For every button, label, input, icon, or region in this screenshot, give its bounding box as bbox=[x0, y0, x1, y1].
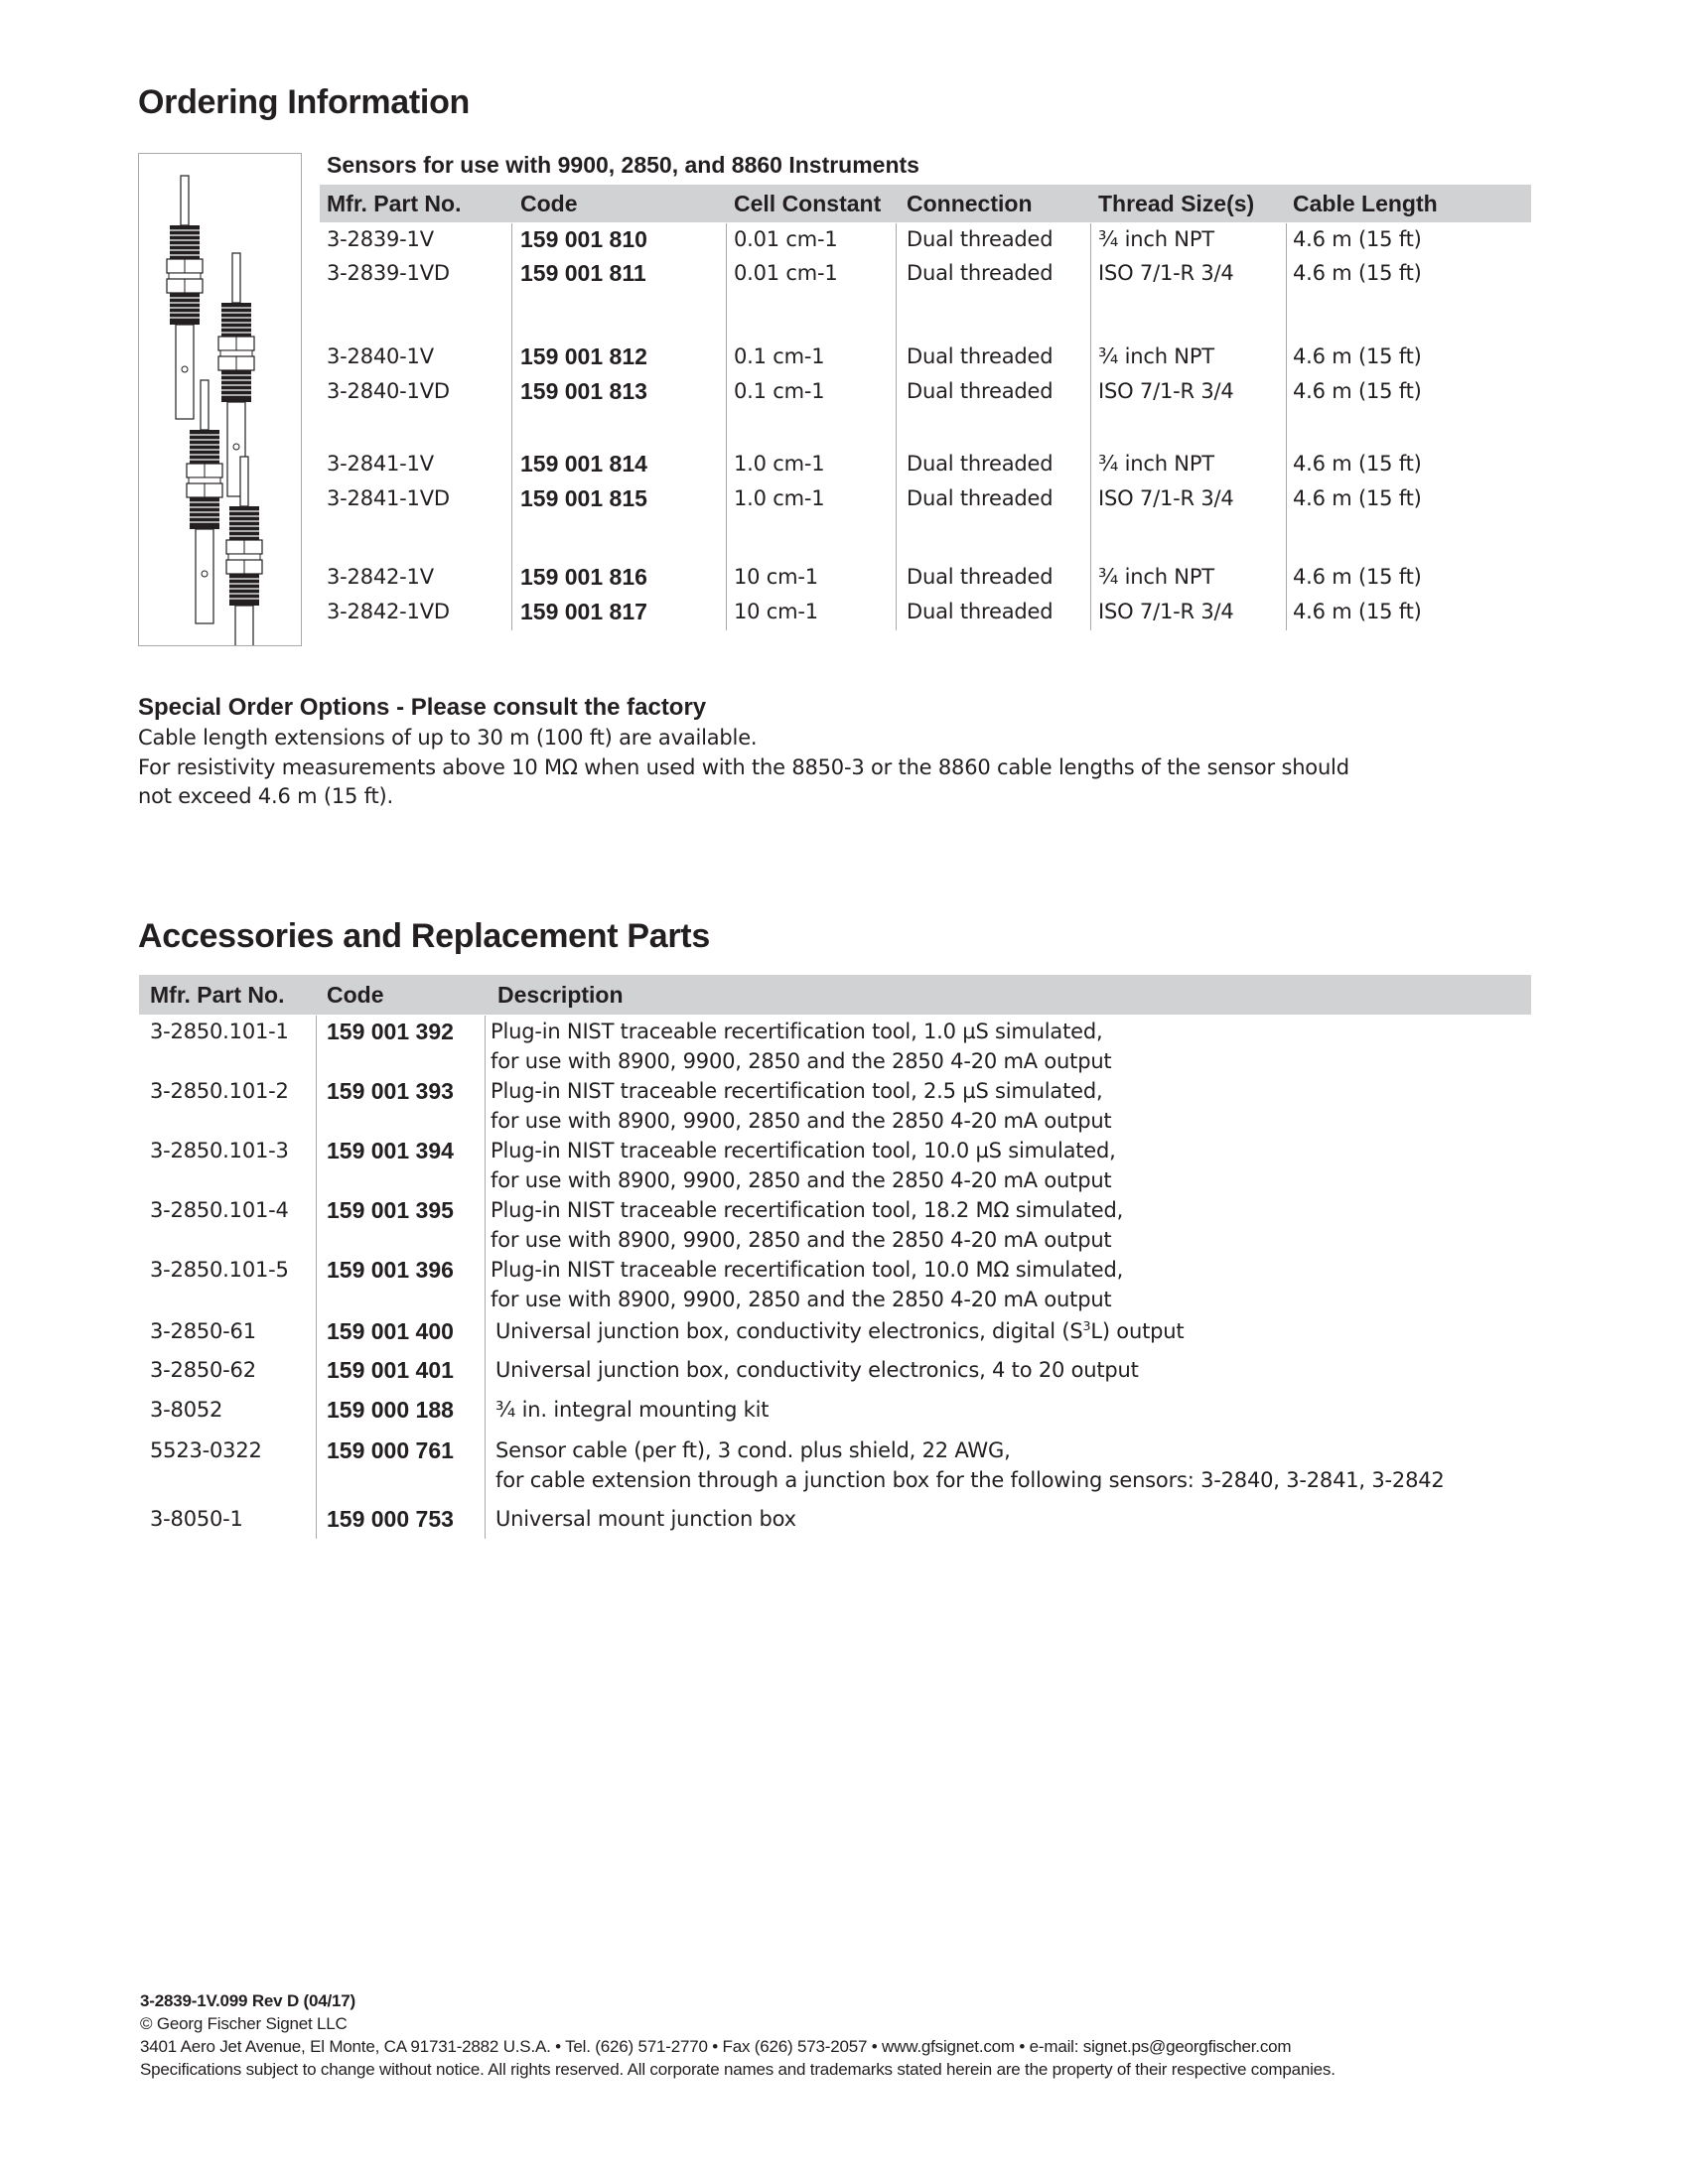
description-cont: for use with 8900, 9900, 2850 and the 2850 4-20 mA output bbox=[491, 1288, 1112, 1311]
part-number: 3-2850.101-5 bbox=[150, 1258, 289, 1282]
col-header-part: Mfr. Part No. bbox=[150, 982, 285, 1008]
code: 159 001 813 bbox=[520, 378, 647, 404]
part-number: 5523-0322 bbox=[150, 1438, 262, 1462]
column-divider bbox=[726, 223, 727, 630]
column-divider bbox=[896, 223, 897, 630]
connection: Dual threaded bbox=[907, 227, 1054, 251]
accessories-title: Accessories and Replacement Parts bbox=[138, 917, 710, 955]
code: 159 001 393 bbox=[327, 1078, 454, 1104]
part-number: 3-2850-62 bbox=[150, 1358, 256, 1382]
description: Universal junction box, conductivity electronics, 4 to 20 output bbox=[495, 1358, 1139, 1382]
part-number: 3-2840-1V bbox=[327, 344, 434, 368]
code: 159 000 188 bbox=[327, 1397, 454, 1423]
document-id: 3-2839-1V.099 Rev D (04/17) bbox=[140, 1991, 356, 2010]
part-number: 3-8052 bbox=[150, 1398, 223, 1422]
code: 159 001 811 bbox=[520, 260, 646, 286]
code: 159 001 394 bbox=[327, 1138, 454, 1163]
cell-constant: 1.0 cm-1 bbox=[734, 486, 825, 510]
cable-length: 4.6 m (15 ft) bbox=[1293, 344, 1422, 368]
part-number: 3-2841-1VD bbox=[327, 486, 450, 510]
cell-constant: 0.01 cm-1 bbox=[734, 227, 838, 251]
part-number: 3-2841-1V bbox=[327, 452, 434, 476]
sensor-illustration bbox=[138, 153, 302, 646]
code: 159 001 814 bbox=[520, 451, 647, 477]
description: Plug-in NIST traceable recertification tool, 2.5 µS simulated, bbox=[491, 1079, 1103, 1103]
cable-length: 4.6 m (15 ft) bbox=[1293, 227, 1422, 251]
special-order-line: For resistivity measurements above 10 MΩ when used with the 8850-3 or the 8860 cable lengths of the sensor should bbox=[138, 755, 1349, 779]
cable-length: 4.6 m (15 ft) bbox=[1293, 486, 1422, 510]
part-number: 3-2850.101-2 bbox=[150, 1079, 289, 1103]
connection: Dual threaded bbox=[907, 486, 1054, 510]
part-number: 3-2850.101-3 bbox=[150, 1139, 289, 1162]
code: 159 001 395 bbox=[327, 1197, 454, 1223]
description-cont: for use with 8900, 9900, 2850 and the 2850 4-20 mA output bbox=[491, 1049, 1112, 1073]
thread-size: ISO 7/1-R 3/4 bbox=[1098, 600, 1234, 623]
description: Plug-in NIST traceable recertification tool, 10.0 µS simulated, bbox=[491, 1139, 1116, 1162]
part-number: 3-2842-1V bbox=[327, 565, 434, 589]
col-header-code: Code bbox=[327, 982, 384, 1008]
code: 159 000 753 bbox=[327, 1506, 454, 1532]
col-header-code: Code bbox=[520, 191, 578, 216]
thread-size: ISO 7/1-R 3/4 bbox=[1098, 261, 1234, 285]
part-number: 3-2850.101-4 bbox=[150, 1198, 289, 1222]
cell-constant: 0.01 cm-1 bbox=[734, 261, 838, 285]
part-number: 3-2839-1V bbox=[327, 227, 434, 251]
col-header-connection: Connection bbox=[907, 191, 1033, 216]
connection: Dual threaded bbox=[907, 379, 1054, 403]
column-divider bbox=[511, 223, 512, 630]
cable-length: 4.6 m (15 ft) bbox=[1293, 565, 1422, 589]
cable-length: 4.6 m (15 ft) bbox=[1293, 379, 1422, 403]
code: 159 001 816 bbox=[520, 564, 647, 590]
code: 159 001 396 bbox=[327, 1257, 454, 1283]
sensor-drawing-icon bbox=[139, 154, 301, 645]
col-header-cable: Cable Length bbox=[1293, 191, 1438, 216]
connection: Dual threaded bbox=[907, 565, 1054, 589]
description-cont: for use with 8900, 9900, 2850 and the 2850 4-20 mA output bbox=[491, 1168, 1112, 1192]
address-contact: 3401 Aero Jet Avenue, El Monte, CA 91731-2882 U.S.A. • Tel. (626) 571-2770 • Fax (626) 573-2057 • www.gfsignet.com • e-mail: signet.ps@georgfischer.com bbox=[140, 2037, 1292, 2056]
copyright: © Georg Fischer Signet LLC bbox=[140, 2014, 348, 2033]
description-cont: for use with 8900, 9900, 2850 and the 2850 4-20 mA output bbox=[491, 1109, 1112, 1133]
thread-size: ISO 7/1-R 3/4 bbox=[1098, 486, 1234, 510]
description: Plug-in NIST traceable recertification tool, 1.0 µS simulated, bbox=[491, 1020, 1103, 1043]
thread-size: ¾ inch NPT bbox=[1098, 227, 1214, 251]
connection: Dual threaded bbox=[907, 452, 1054, 476]
description: Plug-in NIST traceable recertification tool, 18.2 MΩ simulated, bbox=[491, 1198, 1124, 1222]
code: 159 001 401 bbox=[327, 1357, 454, 1383]
code: 159 001 812 bbox=[520, 343, 647, 369]
code: 159 001 400 bbox=[327, 1318, 454, 1344]
thread-size: ¾ inch NPT bbox=[1098, 565, 1214, 589]
sensors-subtitle: Sensors for use with 9900, 2850, and 8860 Instruments bbox=[327, 152, 919, 178]
code: 159 001 810 bbox=[520, 226, 647, 252]
code: 159 001 392 bbox=[327, 1019, 454, 1044]
description: Universal junction box, conductivity electronics, digital $(S^3L)$ output bbox=[495, 1318, 1185, 1343]
connection: Dual threaded bbox=[907, 344, 1054, 368]
special-order-line: not exceed 4.6 m (15 ft). bbox=[138, 784, 393, 808]
cell-constant: 0.1 cm-1 bbox=[734, 379, 825, 403]
part-number: 3-8050-1 bbox=[150, 1507, 243, 1531]
ordering-title: Ordering Information bbox=[138, 83, 471, 121]
col-header-thread: Thread Size(s) bbox=[1098, 191, 1255, 216]
special-order-line: Cable length extensions of up to 30 m (100 ft) are available. bbox=[138, 726, 758, 750]
special-order-heading: Special Order Options - Please consult the factory bbox=[138, 694, 707, 721]
code: 159 000 761 bbox=[327, 1437, 454, 1463]
part-number: 3-2839-1VD bbox=[327, 261, 450, 285]
column-divider bbox=[316, 1016, 317, 1539]
code: 159 001 817 bbox=[520, 599, 647, 624]
part-number: 3-2850.101-1 bbox=[150, 1020, 289, 1043]
col-header-description: Description bbox=[497, 982, 624, 1008]
part-number: 3-2842-1VD bbox=[327, 600, 450, 623]
cell-constant: 10 cm-1 bbox=[734, 565, 818, 589]
connection: Dual threaded bbox=[907, 600, 1054, 623]
description-cont: for use with 8900, 9900, 2850 and the 2850 4-20 mA output bbox=[491, 1228, 1112, 1252]
description: ¾ in. integral mounting kit bbox=[495, 1398, 770, 1422]
thread-size: ¾ inch NPT bbox=[1098, 344, 1214, 368]
description: Sensor cable (per ft), 3 cond. plus shield, 22 AWG, bbox=[495, 1438, 1011, 1462]
cell-constant: 1.0 cm-1 bbox=[734, 452, 825, 476]
column-divider bbox=[1286, 223, 1287, 630]
description: Plug-in NIST traceable recertification tool, 10.0 MΩ simulated, bbox=[491, 1258, 1124, 1282]
description-cont: for cable extension through a junction box for the following sensors: 3-2840, 3-2841, 3-2842 bbox=[495, 1468, 1445, 1492]
col-header-cell-constant: Cell Constant bbox=[734, 191, 882, 216]
cable-length: 4.6 m (15 ft) bbox=[1293, 261, 1422, 285]
cell-constant: 0.1 cm-1 bbox=[734, 344, 825, 368]
connection: Dual threaded bbox=[907, 261, 1054, 285]
disclaimer: Specifications subject to change without notice. All rights reserved. All corporate names and trademarks stated herein are the property of their respective companies. bbox=[140, 2060, 1336, 2079]
description: Universal mount junction box bbox=[495, 1507, 796, 1531]
cable-length: 4.6 m (15 ft) bbox=[1293, 600, 1422, 623]
part-number: 3-2840-1VD bbox=[327, 379, 450, 403]
part-number: 3-2850-61 bbox=[150, 1319, 256, 1343]
col-header-part: Mfr. Part No. bbox=[327, 191, 462, 216]
column-divider bbox=[1090, 223, 1091, 630]
cable-length: 4.6 m (15 ft) bbox=[1293, 452, 1422, 476]
cell-constant: 10 cm-1 bbox=[734, 600, 818, 623]
column-divider bbox=[485, 1016, 486, 1539]
thread-size: ISO 7/1-R 3/4 bbox=[1098, 379, 1234, 403]
thread-size: ¾ inch NPT bbox=[1098, 452, 1214, 476]
code: 159 001 815 bbox=[520, 485, 647, 511]
